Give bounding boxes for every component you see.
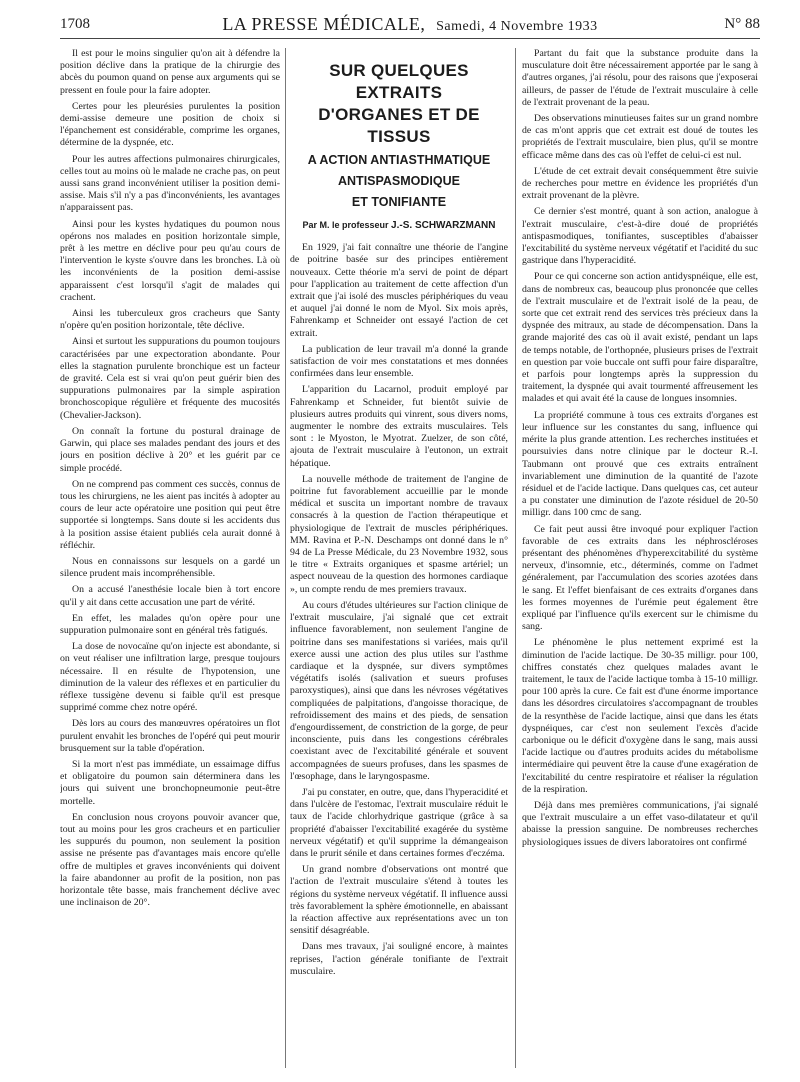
journal-title: LA PRESSE MÉDICALE, (222, 14, 426, 34)
paragraph: Ce dernier s'est montré, quant à son action, analogue à l'extrait musculaire, c'est-à-dire doué de propriétés antispasmodiques, tonifiantes, susceptibles d'abaisser l'excitabilité du système nerveux végétatif et l'acidité du suc gastrique dans l'hyperacidité. (522, 206, 758, 267)
paragraph: Si la mort n'est pas immédiate, un essaimage diffus et obligatoire du poumon sain déterminera dans les jours qui suivent une bronchopneumonie peut-être mortelle. (60, 758, 280, 807)
paragraph: La nouvelle méthode de traitement de l'angine de poitrine fut favorablement accueillie par le monde médical et suscita un important nombre de travaux consacrés à la question de l'action thérapeutique et physiologique de l'extrait de muscles périphériques. MM. Ravina et P.-N. Deschamps ont donné dans le n° 94 de La Presse Médicale, du 23 Novembre 1932, sous le titre « Extraits organiques et spasme artériel; un aspect nouveau de la question des hormones cardiaque », un compte rendu de mes premiers travaux. (290, 473, 508, 595)
paragraph: Pour les autres affections pulmonaires chirurgicales, celles tout au moins où le malade ne crache pas, on peut aussi sans grand inconvénient utiliser la position demi-assise. Mais s'il n'y a pas d'inconvénients, les avantages n'apparaissent pas. (60, 153, 280, 214)
paragraph: Déjà dans mes premières communications, j'ai signalé que l'extrait musculaire a un effet vaso-dilatateur et qu'il abaisse la pression sanguine. De nombreuses recherches physiologiques issues de divers laboratoires ont confirmé (522, 799, 758, 848)
paragraph: La propriété commune à tous ces extraits d'organes est leur influence sur les constantes du sang, influence qui mérite la plus grande attention. Les recherches instituées et poursuivies dans notre clinique par le docteur R.-I. Taubmann ont prouvé que ces extraits entraînent invariablement une diminution de la quantité de l'azote résiduel et de l'acide lactique. Dans quelques cas, cet auteur a pu constater une diminution de l'azote résiduel de 20-50 milligr. dans 100 cmc de sang. (522, 409, 758, 519)
paragraph: On a accusé l'anesthésie locale bien à tort encore qu'il y ait dans cette accusation une part de vérité. (60, 584, 280, 608)
column-rule-right (515, 48, 516, 1068)
paragraph: L'apparition du Lacarnol, produit employé par Fahrenkamp et Schneider, fut bientôt suivie de plusieurs autres produits qui vinrent, sous divers noms, augmenter le nombre des extraits musculaires. Tels sont : le Myoston, le Myotrat. Zuelzer, de son côté, ajouta de l'extrait musculaire à l'eutonon, un extrait hépatique. (290, 384, 508, 469)
issue-date: Samedi, 4 Novembre 1933 (436, 19, 598, 34)
paragraph: La publication de leur travail m'a donné la grande satisfaction de voir mes constatations et mes données confirmées dans leur ensemble. (290, 343, 508, 380)
right-column (522, 48, 758, 1072)
middle-column (290, 48, 508, 1072)
article-subtitle-line-3: ET TONIFIANTE (351, 195, 447, 209)
paragraph: Partant du fait que la substance produite dans la musculature doit être nécessairement apportée par le sang à d'autres organes, j'ai résolu, pour des raisons que j'exposerai ailleurs, de passer de l'étude de l'extrait musculaire à celle de l'extrait provenant de la peau. (522, 48, 758, 108)
article-title-line-1: SUR QUELQUES EXTRAITS (329, 61, 469, 102)
page-number: 1708 (60, 16, 90, 32)
paragraph: En effet, les malades qu'on opère pour une suppuration pulmonaire sont en général très fatigués. (60, 612, 280, 636)
left-column (60, 48, 280, 1072)
paragraph: Des observations minutieuses faites sur un grand nombre de cas m'ont appris que cet extrait est doué de toutes les propriétés de l'extrait musculaire, bien plus, qu'il se montre efficace même dans des cas où l'effet de celui-ci est nul. (522, 113, 758, 161)
paragraph: Dès lors au cours des manœuvres opératoires un flot purulent envahit les bronches de l'opéré qui peut mourir brusquement sur la table d'opération. (60, 718, 280, 754)
author-prefix: Par M. le professeur (302, 220, 389, 230)
paragraph: Au cours d'études ultérieures sur l'action clinique de l'extrait musculaire, j'ai signalé que cet extrait influence favorablement, non seulement l'angine de poitrine dans ses manifestations si variées, mais qu'il exerce aussi une action des plus utiles sur l'asthme cardiaque et la dyspnée, sur divers symptômes végétatifs isolés (salivation et sueurs profuses paroxystiques), ainsi que dans les névroses végétatives compliquées de palpitations, d'angoisse thoracique, de refroidissement des mains et des pieds, de sensation d'engourdissement, de constriction de la gorge, de peur inconsciente, puis dans les congestions cérébrales coexistant avec de l'excitabilité générale et souvent accompagnées de sueurs profuses, dans les spasmes de l'œsophage, dans le laryngospasme. (290, 599, 508, 782)
article-byline (290, 219, 508, 232)
paragraph: Certes pour les pleurésies purulentes la position demi-assise demeure une position de choix si l'épanchement est considérable, comprime les organes, détermine de la dyspnée, etc. (60, 100, 280, 149)
paragraph: Ainsi les tuberculeux gros cracheurs que Santy n'opère qu'en position horizontale, tête déclive. (60, 308, 280, 332)
paragraph: En 1929, j'ai fait connaître une théorie de l'angine de poitrine basée sur des principes entièrement nouveaux. Cette théorie m'a servi de point de départ pour l'application au traitement de cette affection d'un extrait que j'ai isolé des muscles périphériques du veau et auquel j'ai donné le nom de Myol. Six mois après, Fahrenkamp et Schneider ont essayé l'action de cet extrait. (290, 242, 508, 339)
running-head (60, 14, 760, 35)
article-subtitle-line-1: A ACTION ANTIASTHMATIQUE (307, 153, 491, 167)
paragraph: Il est pour le moins singulier qu'on ait à défendre la position déclive dans la pratique de la chirurgie des abcès du poumon quand on pense aux arguments qui se pressent en foule pour la faire adopter. (60, 48, 280, 96)
paragraph: Le phénomène le plus nettement exprimé est la diminution de l'acide lactique. De 30-35 milligr. pour 100, chiffres constatés chez quelques malades avant le traitement, le taux de l'acide lactique tomba à 15-10 milligr. pour 100 après la cure. Ce fait est d'une énorme importance dans les désordres circulatoires s'accompagnant de troubles de la resynthèse de l'acide lactique, ainsi que dans les états dyspnéiques, car c'est non seulement l'excès d'acide carbonique ou le déficit d'oxygène dans le sang, mais aussi l'acide lactique ou d'autres produits acides du métabolisme intermédiaire qui peuvent être la cause d'une exagération de l'excitabilité du centre respiratoire et réaliser la régulation de la respiration. (522, 637, 758, 795)
paragraph: En conclusion nous croyons pouvoir avancer que, tout au moins pour les gros cracheurs et en particulier les suppurés du poumon, non seulement la position assise ne présente pas d'avantages mais encore qu'elle offre de multiples et graves inconvénients qui doivent la faire abandonner au profit de la position, non pas horizontale tête basse, mais franchement déclive avec une inclinaison de 20°. (60, 811, 280, 909)
paragraph: Ainsi pour les kystes hydatiques du poumon nous opérons nos malades en position horizontale simple, prêt à les mettre en déclive pour peu qu'au cours de l'intervention le kyste s'ouvre dans les bronches. Là où les inconvénients de la position demi-assise apparaissent c'est lorsqu'il s'agit de malades qui crachent. (60, 218, 280, 303)
paragraph: La dose de novocaïne qu'on injecte est abondante, si on veut réaliser une infiltration large, presque toujours nécessaire. Il en résulte de l'hypotension, une diminution de la valeur des réflexes et en particulier du réflexe tussigène devenu si faible qu'il est presque supprimé comme chez notre opéré. (60, 641, 280, 714)
column-rule-left (285, 48, 286, 1068)
issue-number: N° 88 (724, 16, 760, 32)
article-subtitle-line-2: ANTISPASMODIQUE (338, 174, 460, 188)
paragraph: On ne comprend pas comment ces succès, connus de tous les chirurgiens, ne les aient pas incités à adopter au cours de leur acte opératoire une position qui peut être supportée si longtemps. Sans doute si les accidents dus à la position assise étaient publiés cela aurait donné à réfléchir. (60, 478, 280, 551)
paragraph: L'étude de cet extrait devait conséquemment être suivie de recherches pour mettre en évidence les propriétés d'un extrait provenant de la plèvre. (522, 165, 758, 202)
paragraph: Dans mes travaux, j'ai souligné encore, à maintes reprises, l'action générale tonifiante de l'extrait musculaire. (290, 941, 508, 977)
author-name: J.-S. SCHWARZMANN (391, 220, 496, 231)
article-title-line-2: D'ORGANES ET DE TISSUS (318, 105, 480, 146)
paragraph: J'ai pu constater, en outre, que, dans l'hyperacidité et dans l'ulcère de l'estomac, l'extrait musculaire réduit le taux de l'acide chlorhydrique gastrique (grâce à sa propriété d'abaisser l'excitabilité exagérée du système nerveux végétatif) et qu'il supprime la démangeaison dans le prurit sénile et dans certaines formes d'eczéma. (290, 786, 508, 859)
paragraph: Ainsi et surtout les suppurations du poumon toujours caractérisées par une expectoration abondante. Pour elles la stagnation purulente bronchique est un facteur de gravité. Cela est si vrai qu'on peut guérir bien des suppurations pulmonaires par la simple aspiration bronchoscopique régulière et fréquente des mucosités (Chevalier-Jackson). (60, 336, 280, 421)
paragraph: Ce fait peut aussi être invoqué pour expliquer l'action favorable de ces extraits dans les néphroscléroses présentant des phénomènes d'hyperexcitabilité du système nerveux, d'insomnie, etc., déterminés, comme on l'admet généralement, par l'accumulation des scories azotées dans le sang. Et l'effet bienfaisant de ces extraits d'organes dans les formes moyennes de l'urémie peut également être expliqué par l'influence qu'ils exercent sur le chimisme du sang. (522, 523, 758, 633)
paragraph: Nous en connaissons sur lesquels on a gardé un silence prudent mais incompréhensible. (60, 555, 280, 580)
article-title-block (290, 60, 508, 211)
paragraph: Pour ce qui concerne son action antidyspnéique, elle est, dans de nombreux cas, beaucoup plus prononcée que celles de l'extrait musculaire et de l'extrait isolé de la peau, de sorte que cet extrait rend des services très précieux dans la dyspnée des mitraux, au stade de décompensation. Dans la grande majorité des cas où il avait existé, pendant un laps de temps notable, de l'orthopnée, plusieurs prises de l'extrait en question par voie buccale ont suffi pour faire disparaître, et parfois pour longtemps après la suppression du traitement, la dyspnée qui avait tourmenté affreusement les malades et qui avait été la cause de longues insomnies. (522, 271, 758, 405)
paragraph: Un grand nombre d'observations ont montré que l'action de l'extrait musculaire s'étend à toutes les régions du système nerveux végétatif. Il influence aussi très favorablement la sphère émotionnelle, en abaissant la réaction affective aux représentations avec un ton sensitif désagréable. (290, 864, 508, 937)
paragraph: On connaît la fortune du postural drainage de Garwin, qui place ses malades pendant des jours et des jours en position déclive à 20° et les guérit par ce simple procédé. (60, 425, 280, 474)
page-header (60, 14, 760, 39)
